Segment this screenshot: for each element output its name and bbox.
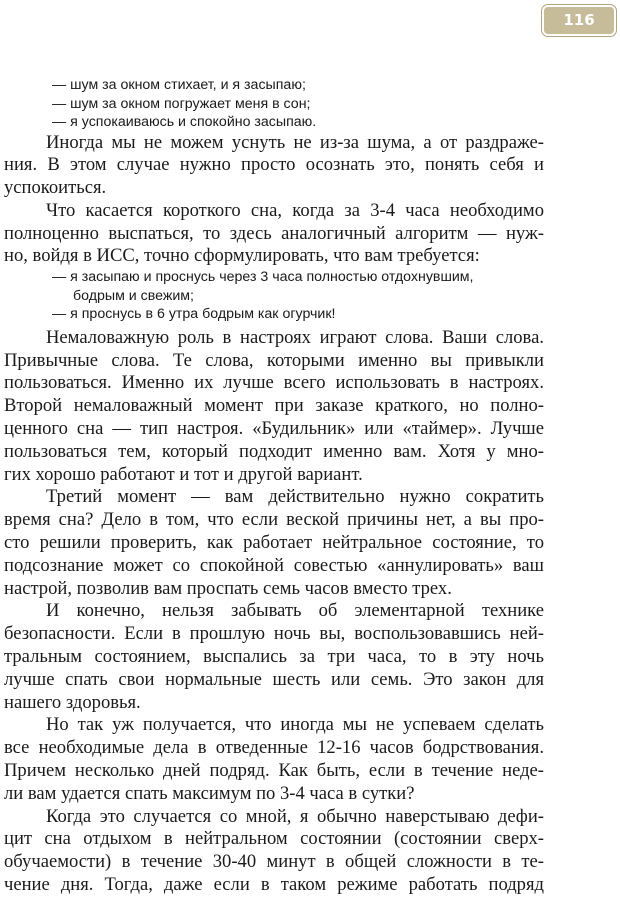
- text-line: И конечно, нельзя забывать об элементарной технике: [46, 600, 544, 622]
- text-line: Причем несколько дней подряд. Как быть, если в течение неде-: [4, 759, 544, 781]
- text-line: Привычные слова. Те слова, которыми именно вы привыкли: [4, 349, 544, 371]
- paragraph: [4, 714, 544, 805]
- bullet-line: — я успокаиваюсь и спокойно засыпаю.: [52, 114, 317, 130]
- text-line: все необходимые дела в отведенные 12-16 часов бодрствования.: [4, 737, 544, 759]
- text-line: гих хорошо работают и тот и другой вариант.: [4, 463, 363, 485]
- page-number-badge: 116: [542, 5, 616, 36]
- paragraph: [4, 200, 544, 268]
- text-line: подсознание может со спокойной совестью «аннулировать» ваш: [4, 554, 544, 576]
- text-line: чение дня. Тогда, даже если в таком режиме работать подряд: [4, 873, 544, 895]
- text-line: но, войдя в ИСС, точно сформулировать, что вам требуется:: [4, 245, 480, 267]
- text-line: сто решили проверить, как работает нейтральное состояние, то: [4, 531, 544, 553]
- text-line: Когда это случается со мной, я обычно наверстываю дефи-: [46, 805, 544, 827]
- text-line: лучше спать свои нормальные шесть или семь. Это закон для: [4, 668, 544, 690]
- paragraph: [4, 327, 544, 487]
- paragraph: [4, 806, 544, 897]
- bullet-line: — я проснусь в 6 утра бодрым как огурчик!: [52, 306, 336, 323]
- text-line: время сна? Дело в том, что если веской причины нет, а вы про-: [4, 509, 544, 531]
- text-line: настрой, позволив вам проспать семь часов вместо трех.: [4, 577, 452, 599]
- text-line: Что касается короткого сна, когда за 3-4 часа необходимо: [46, 199, 544, 221]
- text-line: полноценно выспаться, то здесь аналогичный алгоритм — нуж-: [4, 222, 544, 244]
- text-line: тральным состоянием, выспались за три часа, то в эту ночь: [4, 645, 544, 667]
- text-line: нашего здоровья.: [4, 691, 141, 713]
- text-line: ния. В этом случае нужно просто осознать это, понять себя и: [4, 154, 544, 176]
- text-line: обучаемости) в течение 30-40 минут в общей сложности в те-: [4, 851, 544, 873]
- bullet-line-continuation: бодрым и свежим;: [73, 287, 194, 304]
- bullet-line: — шум за окном погружает меня в сон;: [52, 95, 311, 112]
- paragraph: [4, 132, 544, 200]
- text-line: Второй немаловажный момент при заказе краткого, но полно-: [4, 395, 544, 417]
- text-line: Третий момент — вам действительно нужно сократить: [46, 486, 544, 508]
- text-line: ценного сна — тип настроя. «Будильник» или «таймер». Лучше: [4, 417, 544, 439]
- text-line: Но так уж получается, что иногда мы не успеваем сделать: [46, 714, 544, 736]
- paragraph: [4, 486, 544, 600]
- text-line: цит сна отдыхом в нейтральном состоянии (состоянии сверх-: [4, 828, 544, 850]
- text-line: Немаловажную роль в настроях играют слова. Ваши слова.: [46, 326, 544, 348]
- bullet-line: — шум за окном стихает, и я засыпаю;: [52, 77, 306, 93]
- text-line: Иногда мы не можем уснуть не из-за шума, а от раздраже-: [46, 131, 544, 153]
- page-text: [4, 76, 544, 897]
- bullet-line: — я засыпаю и проснусь через 3 часа полностью отдохнувшим,: [52, 269, 474, 286]
- text-line: пользоваться тем, который подходит именно вам. Хотя у мно-: [4, 440, 544, 462]
- paragraph: [4, 600, 544, 714]
- text-line: успокоиться.: [4, 177, 107, 199]
- text-line: безопасности. Если в прошлую ночь вы, воспользовавшись ней-: [4, 623, 544, 645]
- text-line: пользоваться. Именно их лучше всего использовать в настроях.: [4, 372, 544, 394]
- text-line: ли вам удается спать максимум по 3-4 часа в сутки?: [4, 782, 415, 804]
